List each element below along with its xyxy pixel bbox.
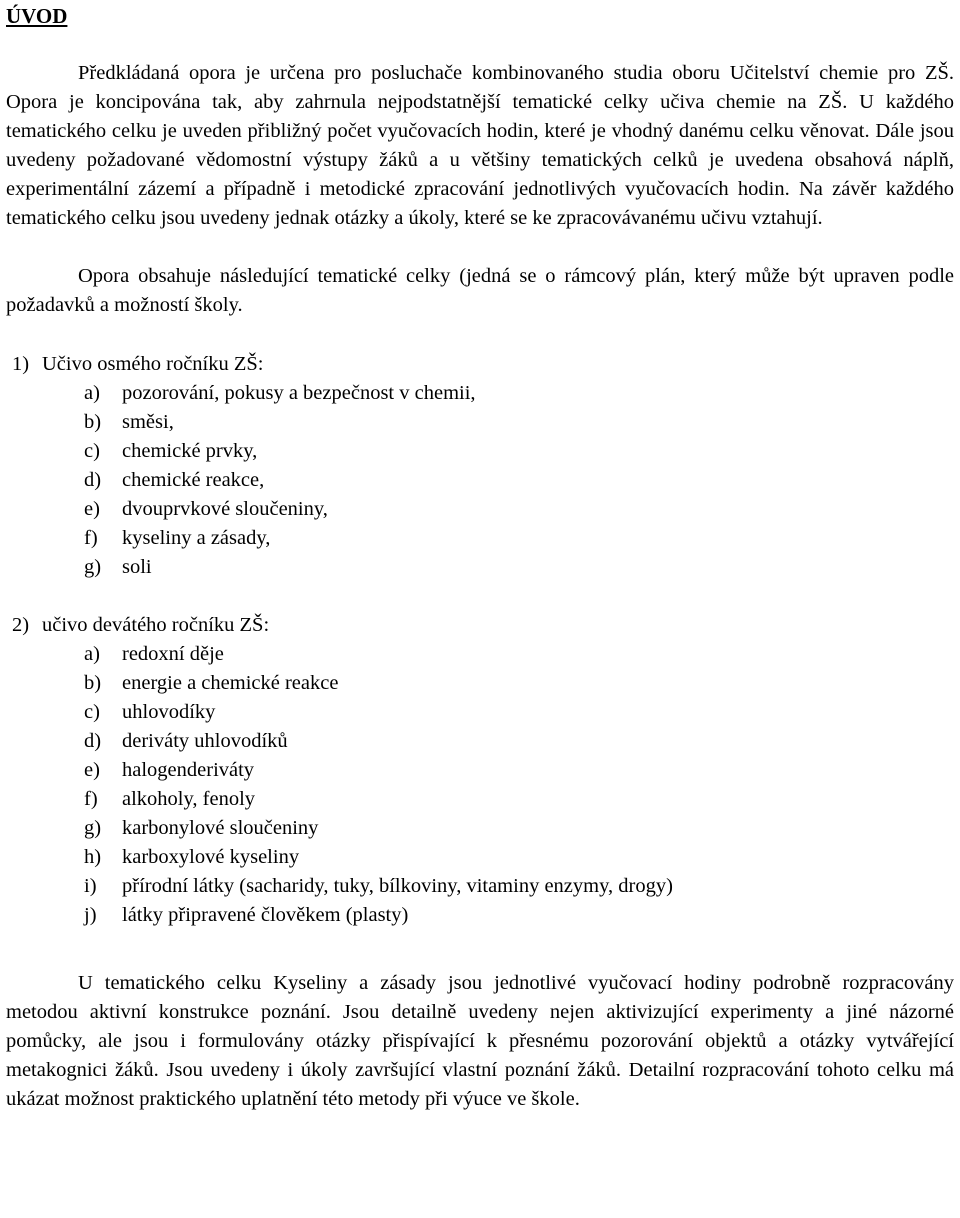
closing-paragraph: U tematického celku Kyseliny a zásady jsou jednotlivé vyučovací hodiny podrobně rozpracovány metodou aktivní konstrukce poznání. Jsou detailně uvedeny nejen aktivizující experimenty a jiné názorné pomůcky, ale jsou i formulovány otázky přispívající k přesnému pozorování objektů a otázky vytvářející metakognici žáků. Jsou uvedeny i úkoly završující vlastní poznání žáků. Detailní rozpracování tohoto celku má ukázat možnost praktického uplatnění této metody při výuce ve škole. xyxy=(6,972,954,1110)
item-text: kyseliny a zásady, xyxy=(122,527,271,549)
list-item xyxy=(6,466,954,495)
section-title: Učivo osmého ročníku ZŠ: xyxy=(42,353,264,375)
item-letter: d) xyxy=(84,469,102,491)
item-letter: g) xyxy=(84,817,102,839)
item-text: soli xyxy=(122,556,152,578)
list-item xyxy=(6,669,954,698)
item-letter: g) xyxy=(84,556,102,578)
item-letter: a) xyxy=(84,643,100,665)
item-letter: a) xyxy=(84,382,100,404)
document-page xyxy=(6,0,954,1114)
section-number: 2) xyxy=(12,614,30,636)
list-item xyxy=(6,872,954,901)
item-letter: f) xyxy=(84,788,98,810)
list-item xyxy=(6,814,954,843)
item-letter: e) xyxy=(84,498,100,520)
section-heading xyxy=(6,350,954,379)
item-text: chemické prvky, xyxy=(122,440,258,462)
item-letter: f) xyxy=(84,527,98,549)
item-text: karbonylové sloučeniny xyxy=(122,817,319,839)
section-number: 1) xyxy=(12,353,30,375)
item-text: redoxní děje xyxy=(122,643,224,665)
topic-list xyxy=(6,640,954,930)
list-item xyxy=(6,756,954,785)
item-letter: b) xyxy=(84,411,102,433)
list-item xyxy=(6,843,954,872)
item-text: deriváty uhlovodíků xyxy=(122,730,288,752)
item-letter: c) xyxy=(84,701,100,723)
list-item xyxy=(6,553,954,582)
item-text: látky připravené člověkem (plasty) xyxy=(122,904,409,926)
item-text: halogenderiváty xyxy=(122,759,255,781)
list-item xyxy=(6,495,954,524)
list-item xyxy=(6,698,954,727)
item-text: alkoholy, fenoly xyxy=(122,788,256,810)
item-text: chemické reakce, xyxy=(122,469,265,491)
section-heading xyxy=(6,611,954,640)
section-grade-9 xyxy=(6,611,954,930)
section-title: učivo devátého ročníku ZŠ: xyxy=(42,614,270,636)
item-text: pozorování, pokusy a bezpečnost v chemii, xyxy=(122,382,476,404)
item-text: přírodní látky (sacharidy, tuky, bílkoviny, vitaminy enzymy, drogy) xyxy=(122,875,673,897)
item-letter: b) xyxy=(84,672,102,694)
item-letter: i) xyxy=(84,875,97,897)
list-item xyxy=(6,640,954,669)
list-item xyxy=(6,524,954,553)
page-title: ÚVOD xyxy=(6,4,68,28)
item-text: dvouprvkové sloučeniny, xyxy=(122,498,328,520)
list-item xyxy=(6,727,954,756)
item-letter: c) xyxy=(84,440,100,462)
list-item xyxy=(6,408,954,437)
overview-paragraph: Opora obsahuje následující tematické celky (jedná se o rámcový plán, který může být upraven podle požadavků a možností školy. xyxy=(6,265,954,316)
section-grade-8 xyxy=(6,350,954,582)
item-letter: h) xyxy=(84,846,102,868)
list-item xyxy=(6,437,954,466)
list-item xyxy=(6,379,954,408)
item-text: energie a chemické reakce xyxy=(122,672,339,694)
item-text: uhlovodíky xyxy=(122,701,216,723)
list-item xyxy=(6,901,954,930)
item-letter: d) xyxy=(84,730,102,752)
list-item xyxy=(6,785,954,814)
intro-paragraph: Předkládaná opora je určena pro posluchače kombinovaného studia oboru Učitelství chemie pro ZŠ. Opora je koncipována tak, aby zahrnula nejpodstatnější tematické celky učiva chemie na ZŠ. U každého tematického celku je uveden přibližný počet vyučovacích hodin, které je vhodný danému celku věnovat. Dále jsou uvedeny požadované vědomostní výstupy žáků a u většiny tematických celků je uvedena obsahová náplň, experimentální zázemí a případně i metodické zpracování jednotlivých vyučovacích hodin. Na závěr každého tematického celku jsou uvedeny jednak otázky a úkoly, které se ke zpracovávanému učivu vztahují. xyxy=(6,62,954,229)
item-text: směsi, xyxy=(122,411,174,433)
item-text: karboxylové kyseliny xyxy=(122,846,300,868)
item-letter: e) xyxy=(84,759,100,781)
item-letter: j) xyxy=(84,904,97,926)
topic-list xyxy=(6,379,954,582)
